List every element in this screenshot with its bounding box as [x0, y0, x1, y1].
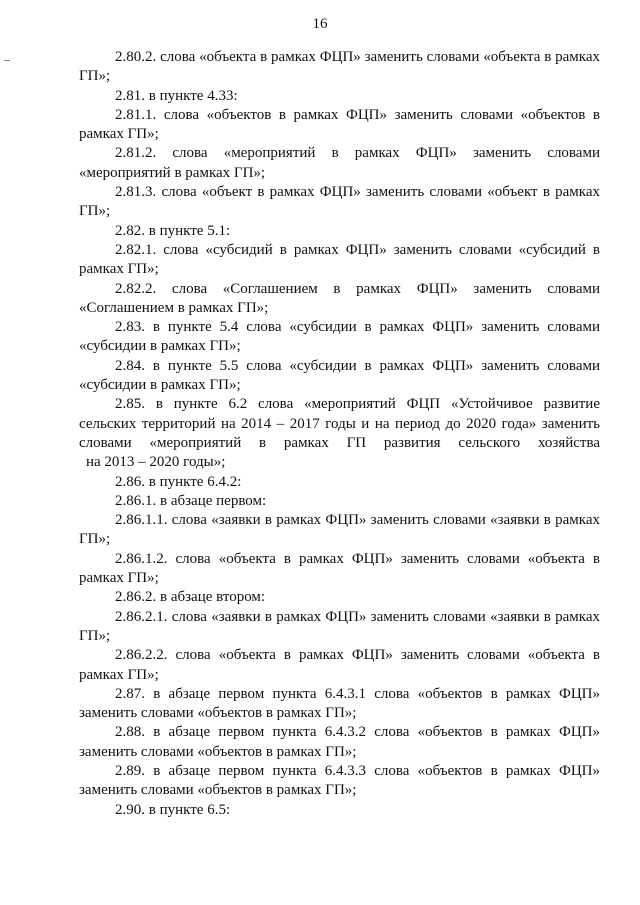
paragraph-2-86-2-2: 2.86.2.2. слова «объекта в рамках ФЦП» заменить словами «объекта в рамках ГП»; [79, 647, 600, 683]
paragraph-2-89: 2.89. в абзаце первом пункта 6.4.3.3 слова «объектов в рамках ФЦП» заменить словами «объектов в рамках ГП»; [79, 762, 600, 799]
document-body [79, 48, 600, 820]
page-number: 16 [312, 16, 328, 32]
paragraph-2-82-2: 2.82.2. слова «Соглашением в рамках ФЦП» заменить словами «Соглашением в рамках ГП»; [79, 280, 600, 316]
paragraph-2-86-1-1: 2.86.1.1. слова «заявки в рамках ФЦП» заменить словами «заявки в рамках ГП»; [79, 512, 600, 548]
paragraph-2-81-1: 2.81.1. слова «объектов в рамках ФЦП» заменить словами «объектов в рамках ГП»; [79, 106, 600, 143]
paragraph-2-90: 2.90. в пункте 6.5: [115, 801, 231, 818]
paragraph-2-82-1: 2.82.1. слова «субсидий в рамках ФЦП» заменить словами «субсидий в рамках ГП»; [79, 241, 600, 278]
paragraph-2-87: 2.87. в абзаце первом пункта 6.4.3.1 слова «объектов в рамках ФЦП» заменить словами «объектов в рамках ГП»; [79, 685, 600, 722]
paragraph-2-86-2-1: 2.86.2.1. слова «заявки в рамках ФЦП» заменить словами «заявки в рамках ГП»; [79, 608, 600, 644]
paragraph-2-86: 2.86. в пункте 6.4.2: [115, 473, 242, 490]
paragraph-2-85-tail: на 2013 – 2020 годы»; [86, 454, 226, 471]
paragraph-2-86-1-2: 2.86.1.2. слова «объекта в рамках ФЦП» заменить словами «объекта в рамках ГП»; [79, 550, 600, 587]
paragraph-2-86-2: 2.86.2. в абзаце втором: [115, 589, 266, 606]
paragraph-2-80-2: 2.80.2. слова «объекта в рамках ФЦП» заменить словами «объекта в рамках ГП»; [79, 49, 600, 85]
paragraph-2-83: 2.83. в пункте 5.4 слова «субсидии в рамках ФЦП» заменить словами «субсидии в рамках ГП»; [79, 319, 600, 355]
paragraph-2-85: 2.85. в пункте 6.2 слова «мероприятий ФЦП «Устойчивое развитие сельских территорий на 2014 – 2017 годы и на период до 2020 года» заменить словами «мероприятий в рамках ГП развития сельского хозяйства [79, 396, 600, 451]
paragraph-2-81-3: 2.81.3. слова «объект в рамках ФЦП» заменить словами «объект в рамках ГП»; [79, 184, 600, 220]
paragraph-2-82: 2.82. в пункте 5.1: [115, 222, 231, 239]
paragraph-2-86-1: 2.86.1. в абзаце первом: [115, 492, 267, 509]
paragraph-2-81: 2.81. в пункте 4.33: [115, 87, 238, 104]
paragraph-2-88: 2.88. в абзаце первом пункта 6.4.3.2 слова «объектов в рамках ФЦП» заменить словами «объектов в рамках ГП»; [79, 724, 600, 760]
margin-mark [4, 60, 10, 61]
paragraph-2-81-2: 2.81.2. слова «мероприятий в рамках ФЦП» заменить словами «мероприятий в рамках ГП»; [79, 145, 600, 181]
paragraph-2-84: 2.84. в пункте 5.5 слова «субсидии в рамках ФЦП» заменить словами «субсидии в рамках ГП»; [79, 357, 600, 394]
